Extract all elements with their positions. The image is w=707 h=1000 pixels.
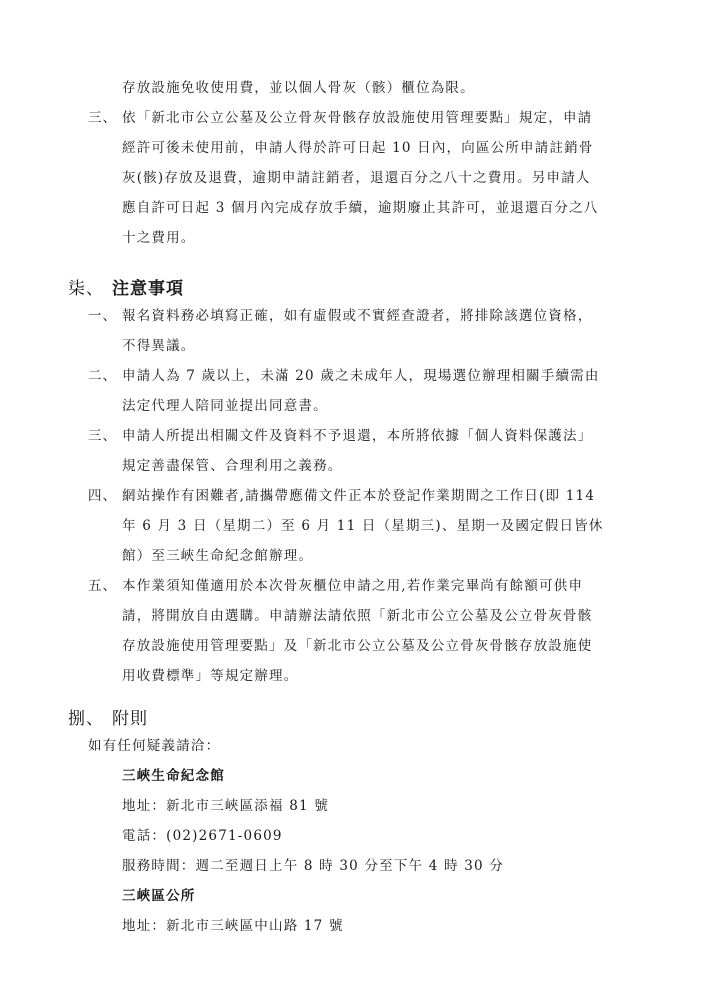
notice-4-line-3: 館）至三峽生命紀念館辦理。 — [122, 548, 314, 564]
venue-2-name: 三峽區公所 — [122, 888, 196, 904]
item-3-line-3: 灰(骸)存放及退費，逾期申請註銷者，退還百分之八十之費用。另申請人 — [122, 170, 591, 186]
notice-2-line-2: 法定代理人陪同並提出同意書。 — [122, 398, 328, 414]
venue-1-address: 地址：新北市三峽區添福 81 號 — [122, 798, 329, 814]
notice-3-line-2: 規定善盡保管、合理利用之義務。 — [122, 458, 343, 474]
notice-3-line-1: 申請人所提出相關文件及資料不予退還，本所將依據「個人資料保護法」 — [122, 428, 593, 444]
section-7-marker: 柒、 — [68, 279, 104, 299]
venue-1-hours: 服務時間：週二至週日上午 8 時 30 分至下午 4 時 30 分 — [122, 858, 504, 874]
contact-intro: 如有任何疑義請洽： — [88, 738, 221, 754]
venue-1-name: 三峽生命紀念館 — [122, 768, 225, 784]
notice-2-marker: 二、 — [88, 368, 117, 384]
section-7-heading — [68, 277, 184, 301]
section-8-heading — [68, 707, 148, 731]
section-7-title: 注意事項 — [112, 279, 184, 299]
item-3-line-2: 經許可後未使用前，申請人得於許可日起 10 日內，向區公所申請註銷骨 — [122, 140, 594, 156]
notice-5-marker: 五、 — [88, 578, 117, 594]
section-8-title: 附則 — [112, 709, 148, 729]
item-3-marker: 三、 — [88, 110, 117, 126]
notice-5-line-3: 存放設施使用管理要點」及「新北市公立公墓及公立骨灰骨骸存放設施使 — [122, 638, 593, 654]
notice-4-line-1: 網站操作有困難者,請攜帶應備文件正本於登記作業期間之工作日(即 114 — [122, 488, 596, 504]
notice-1-line-2: 不得異議。 — [122, 338, 196, 354]
notice-5-line-1: 本作業須知僅適用於本次骨灰櫃位申請之用,若作業完畢尚有餘額可供申 — [122, 578, 584, 594]
notice-4-marker: 四、 — [88, 488, 117, 504]
notice-5-line-2: 請，將開放自由選購。申請辦法請依照「新北市公立公墓及公立骨灰骨骸 — [122, 608, 593, 624]
notice-4-line-2: 年 6 月 3 日（星期二）至 6 月 11 日（星期三)、星期一及國定假日皆休 — [122, 518, 604, 534]
notice-5-line-4: 用收費標準」等規定辦理。 — [122, 668, 299, 684]
section-8-marker: 捌、 — [68, 709, 104, 729]
notice-1-line-1: 報名資料務必填寫正確，如有虛假或不實經查證者，將排除該選位資格， — [122, 308, 593, 324]
item-3-line-4: 應自許可日起 3 個月內完成存放手續，逾期廢止其許可，並退還百分之八 — [122, 200, 599, 216]
venue-2-address: 地址：新北市三峽區中山路 17 號 — [122, 918, 344, 934]
notice-2-line-1: 申請人為 7 歲以上，未滿 20 歲之未成年人，現場選位辦理相關手續需由 — [122, 368, 600, 384]
notice-3-marker: 三、 — [88, 428, 117, 444]
fee-tail-line: 存放設施免收使用費，並以個人骨灰（骸）櫃位為限。 — [122, 80, 475, 96]
notice-1-marker: 一、 — [88, 308, 117, 324]
venue-1-phone: 電話：(02)2671-0609 — [122, 828, 283, 844]
item-3-line-1: 依「新北市公立公墓及公立骨灰骨骸存放設施使用管理要點」規定，申請 — [122, 110, 593, 126]
item-3-line-5: 十之費用。 — [122, 230, 196, 246]
